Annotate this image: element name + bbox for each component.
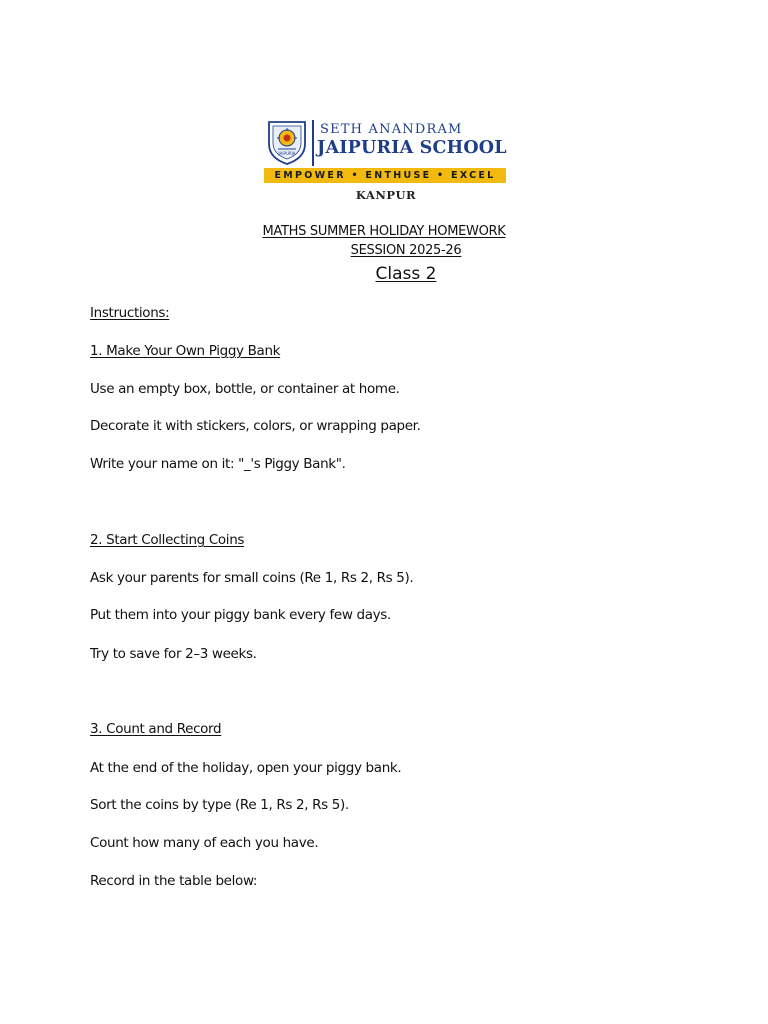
school-crest-icon xyxy=(266,118,308,166)
crest-text: JAIPURIA xyxy=(278,151,296,156)
section-2-title: 2. Start Collecting Coins xyxy=(90,532,245,548)
school-city: KANPUR xyxy=(355,188,417,202)
homework-title: MATHS SUMMER HOLIDAY HOMEWORK xyxy=(262,224,506,239)
section-3-line-1: At the end of the holiday, open your piggy bank. xyxy=(90,760,402,776)
section-3-line-3: Count how many of each you have. xyxy=(90,835,319,851)
tagline-bar xyxy=(264,168,506,183)
school-name-line2: JAIPURIA SCHOOL xyxy=(317,138,507,158)
section-3-line-4: Record in the table below: xyxy=(90,873,258,889)
instructions-label: Instructions: xyxy=(90,305,170,321)
school-tagline: EMPOWER • ENTHUSE • EXCEL xyxy=(274,170,496,181)
class-label: Class 2 xyxy=(375,264,437,284)
section-2-line-1: Ask your parents for small coins (Re 1, Rs 2, Rs 5). xyxy=(90,570,414,586)
section-1-line-3: Write your name on it: "_'s Piggy Bank". xyxy=(90,456,346,472)
section-3-title: 3. Count and Record xyxy=(90,721,222,737)
section-1-line-1: Use an empty box, bottle, or container at home. xyxy=(90,381,400,397)
school-logo xyxy=(262,116,510,206)
session-label: SESSION 2025-26 xyxy=(350,243,462,258)
section-2-line-3: Try to save for 2–3 weeks. xyxy=(90,646,257,662)
section-3-line-2: Sort the coins by type (Re 1, Rs 2, Rs 5). xyxy=(90,797,349,813)
section-1-title: 1. Make Your Own Piggy Bank xyxy=(90,343,281,359)
logo-divider xyxy=(312,120,314,166)
school-name-line1: SETH ANANDRAM xyxy=(320,122,463,137)
section-1-line-2: Decorate it with stickers, colors, or wrapping paper. xyxy=(90,418,421,434)
section-2-line-2: Put them into your piggy bank every few days. xyxy=(90,607,391,623)
